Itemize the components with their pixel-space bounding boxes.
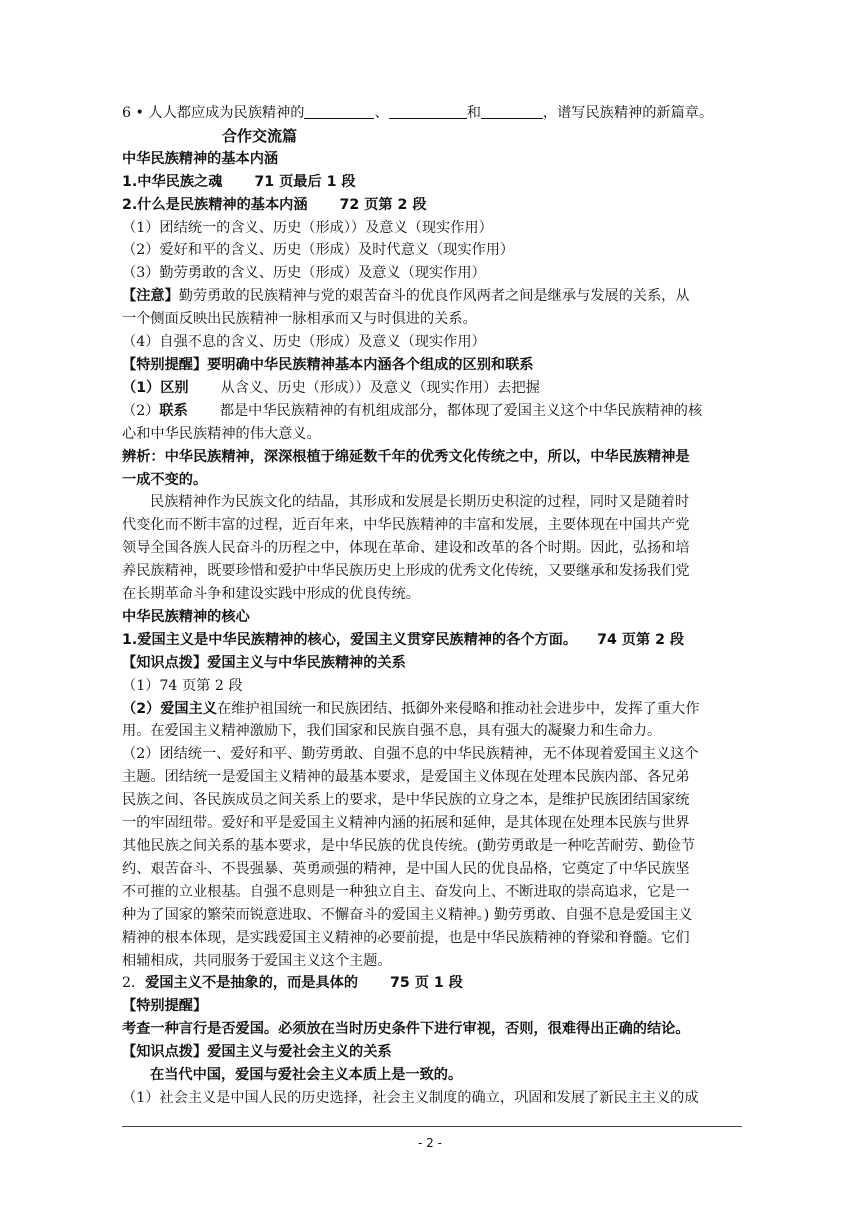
paragraph-1-line: 民族精神作为民族文化的结晶，其形成和发展是长期历史积淀的过程，同时又是随着时 — [150, 494, 690, 511]
sub-item-2: （2）爱好和平的含义、历史（形成）及时代意义（现实作用） — [122, 242, 515, 259]
paragraph-2-line: 一的牢固纽带。爱好和平是爱国主义精神内涵的拓展和延伸，是其体现在处理本民族与世界 — [122, 815, 690, 832]
answer-blank-2[interactable] — [389, 104, 467, 119]
question-6-and: 和 — [466, 105, 481, 121]
last-line: （1）社会主义是中国人民的历史选择，社会主义制度的确立，巩固和发展了新民主主义的成 — [122, 1089, 699, 1106]
note-line-2: 一个侧面反映出民族精神一脉相承而又与时俱进的关系。 — [122, 311, 477, 328]
paragraph-1-line: 养民族精神，既要珍惜和爱护中华民族历史上形成的优秀文化传统，又要继承和发扬我们党 — [122, 563, 690, 580]
knowledge-tip-1: 【知识点拨】爱国主义与中华民族精神的关系 — [122, 654, 406, 671]
sub-item-4: （4）自强不息的含义、历史（形成）及意义（现实作用） — [122, 334, 486, 351]
section-title: 合作交流篇 — [222, 126, 298, 145]
paragraph-1-line: 领导全国各族人民奋斗的历程之中，体现在革命、建设和改革的各个时期。因此，弘扬和培 — [122, 540, 690, 557]
heading-basic-meaning: 中华民族精神的基本内涵 — [122, 150, 279, 167]
core-item-2 — [122, 972, 742, 995]
core-item-1 — [122, 629, 742, 652]
knowledge-tip-1-sub-1: （1）74 页第 2 段 — [122, 677, 243, 694]
question-6-prefix: 6 • 人人都应成为民族精神的 — [122, 105, 305, 121]
core-item-1-text: 1.爱国主义是中华民族精神的核心，爱国主义贯穿民族精神的各个方面。 — [122, 631, 578, 648]
paragraph-1-line: 代变化而不断丰富的过程，近百年来，中华民族精神的丰富和发展，主要体现在中国共产党 — [122, 517, 690, 534]
connection-text: 都是中华民族精神的有机组成部分，都体现了爱国主义这个中华民族精神的核 — [219, 402, 703, 419]
document-page — [122, 102, 742, 1110]
core-item-2-text: 爱国主义不是抽象的，而是具体的 — [145, 975, 359, 992]
knowledge-tip-2-text: 在当代中国，爱国与爱社会主义本质上是一致的。 — [150, 1067, 463, 1084]
knowledge-tip-1-sub-2-label: （2）爱国主义 — [122, 700, 217, 717]
connection-num: （2） — [122, 402, 160, 419]
paragraph-2-line: （2）团结统一、爱好和平、勤劳勇敢、自强不息的中华民族精神，无不体现着爱国主义这个 — [122, 746, 699, 763]
answer-blank-3[interactable] — [481, 104, 543, 119]
question-6-sep: 、 — [374, 105, 389, 121]
analysis-line-1: 辨析：中华民族精神，深深根植于绵延数千年的优秀文化传统之中，所以，中华民族精神是 — [122, 448, 690, 465]
item-1-text: 1.中华民族之魂 — [122, 173, 223, 190]
core-item-1-ref: 74 页第 2 段 — [597, 631, 685, 648]
paragraph-1-line: 在长期革命斗争和建设实践中形成的优良传统。 — [122, 586, 420, 603]
difference-text: 从含义、历史（形成））及意义（现实作用）去把握 — [220, 379, 540, 396]
paragraph-2-line: 不可摧的立业根基。自强不息则是一种独立自主、奋发向上、不断进取的崇高追求，它是一 — [122, 883, 690, 900]
paragraph-2-line: 约、艰苦奋斗、不畏强暴、英勇顽强的精神，是中国人民的优良品格，它奠定了中华民族坚 — [122, 860, 690, 877]
knowledge-tip-1-sub-2 — [122, 698, 742, 721]
paragraph-2-line: 主题。团结统一是爱国主义精神的最基本要求，是爱国主义体现在处理本民族内部、各兄弟 — [122, 769, 690, 786]
paragraph-2-line: 相辅相成，共同服务于爱国主义这个主题。 — [122, 952, 392, 969]
special-reminder-1: 【特别提醒】要明确中华民族精神基本内涵各个组成的区别和联系 — [122, 356, 534, 373]
item-1 — [122, 171, 742, 194]
difference-line — [122, 377, 742, 400]
core-item-2-num: 2． — [122, 975, 146, 992]
difference-label: （1）区别 — [122, 379, 189, 396]
knowledge-tip-1-sub-2-line-2: 用。在爱国主义精神激励下，我们国家和民族自强不息，具有强大的凝聚力和生命力。 — [122, 723, 662, 740]
paragraph-2-line: 种为了国家的繁荣而锐意进取、不懈奋斗的爱国主义精神。) 勤劳勇敢、自强不息是爱国主义 — [122, 906, 693, 923]
note-text: 勤劳勇敢的民族精神与党的艰苦奋斗的优良作风两者之间是继承与发展的关系，从 — [178, 288, 690, 305]
question-6-suffix: ，谱写民族精神的新篇章。 — [542, 105, 714, 121]
heading-core: 中华民族精神的核心 — [122, 608, 250, 625]
item-2 — [122, 194, 742, 217]
connection-line-1 — [122, 400, 742, 423]
item-2-text: 2.什么是民族精神的基本内涵 — [122, 196, 308, 213]
paragraph-2-line: 其他民族之间关系的基本要求，是中华民族的优良传统。(勤劳勇敢是一种吃苦耐劳、勤俭节 — [122, 838, 696, 854]
paragraph-2-line: 民族之间、各民族成员之间关系上的要求，是中华民族的立身之本，是维护民族团结国家统 — [122, 792, 690, 809]
analysis-line-2: 一成不变的。 — [122, 471, 208, 488]
answer-blank-1[interactable] — [304, 104, 374, 119]
footer-divider — [122, 1126, 742, 1127]
special-reminder-2: 【特别提醒】 — [122, 998, 208, 1015]
item-2-ref: 72 页第 2 段 — [339, 196, 427, 213]
knowledge-tip-1-sub-2-text: 在维护祖国统一和民族团结、抵御外来侵略和推动社会进步中，发挥了重大作 — [217, 700, 700, 717]
question-6 — [122, 102, 742, 125]
core-item-2-ref: 75 页 1 段 — [390, 975, 463, 992]
special-reminder-2-text: 考查一种言行是否爱国。必须放在当时历史条件下进行审视，否则，很难得出正确的结论。 — [122, 1021, 690, 1038]
paragraph-2-line: 精神的根本体现，是实践爱国主义精神的必要前提，也是中华民族精神的脊梁和脊髓。它们 — [122, 929, 690, 946]
note-label: 【注意】 — [122, 288, 179, 305]
connection-label: 联系 — [159, 402, 188, 419]
sub-item-1: （1）团结统一的含义、历史（形成））及意义（现实作用） — [122, 219, 493, 236]
sub-item-3: （3）勤劳勇敢的含义、历史（形成）及意义（现实作用） — [122, 265, 486, 282]
note-line-1 — [122, 285, 742, 308]
page-number: - 2 - — [418, 1136, 442, 1150]
knowledge-tip-2: 【知识点拨】爱国主义与爱社会主义的关系 — [122, 1044, 392, 1061]
connection-line-2: 心和中华民族精神的伟大意义。 — [122, 425, 321, 442]
item-1-ref: 71 页最后 1 段 — [254, 173, 356, 190]
